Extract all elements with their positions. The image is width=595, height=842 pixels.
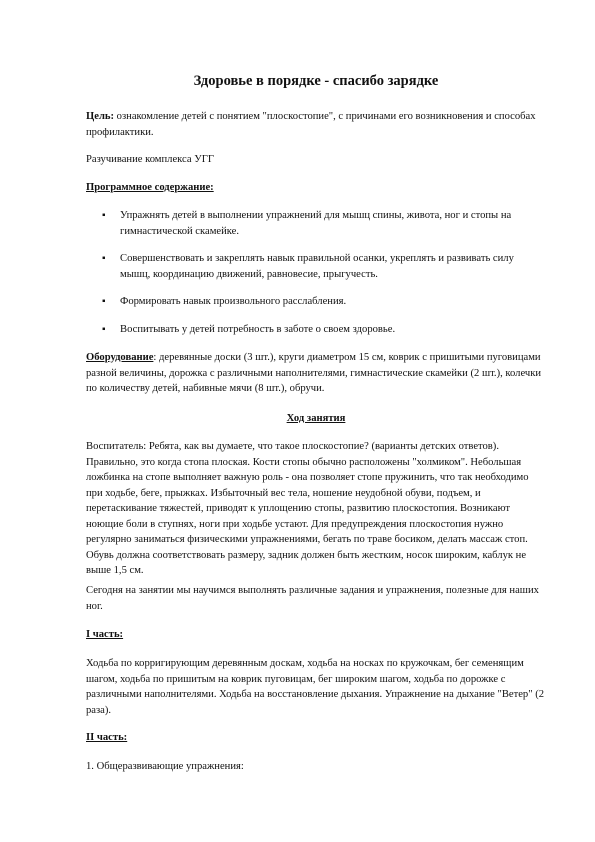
list-item: ▪ Совершенствовать и закреплять навык правильной осанки, укреплять и развивать силу мышц, координацию движений, равновесие, прыгучесть.	[102, 253, 514, 280]
bullet-icon: ▪	[102, 296, 106, 307]
part1-heading: I часть:	[86, 629, 124, 640]
subtitle: Разучивание комплекса УГГ	[86, 154, 214, 165]
bullet-icon: ▪	[102, 323, 106, 335]
goal-paragraph	[86, 109, 546, 140]
list-item: ▪ Воспитывать у детей потребность в заботе о своем здоровье.	[86, 322, 546, 338]
lesson-heading: Ход занятия	[286, 413, 346, 424]
program-heading: Программное содержание:	[86, 182, 214, 193]
bullet-icon: ▪	[102, 210, 106, 221]
lesson-paragraph: Воспитатель: Ребята, как вы думаете, что такое плоскостопие? (варианты детских ответов). Правильно, это когда стопа плоская. Кости стопы обычно расположены "холмиком". Небольшая ложбинка на стопе выполняет важную роль - она позволяет стопе пружинить, что так необходимо при ходьбе, беге, прыжках. Избыточный вес тела, ношение неудобной обуви, подъем, и перетаскивание тяжестей, приводят к уплощению стопы, развитию плоскостопия. Возникают ноющие боли в ступнях, ноги при ходьбе устают. Для предупреждения плоскостопия нужно регулярно заниматься физическими упражнениями, бегать по траве босиком, делать массаж стоп. Обувь должна соответствовать размеру, задник должен быть жестким, носок широким, каблук не выше 1,5 см.	[86, 441, 529, 576]
equipment-label: Оборудование	[86, 352, 154, 363]
today-paragraph: Сегодня на занятии мы научимся выполнять различные задания и упражнения, полезные для наших ног.	[86, 585, 539, 612]
part2-heading: II часть:	[86, 732, 128, 743]
goal-label: Цель:	[86, 111, 115, 122]
list-item: ▪ Упражнять детей в выполнении упражнений для мышц спины, живота, ног и стопы на гимнастической скамейке.	[102, 210, 512, 237]
list-item: ▪ Формировать навык произвольного расслабления.	[86, 294, 546, 310]
bullet-icon: ▪	[102, 253, 106, 264]
part1-paragraph: Ходьба по корригирующим деревянным доскам, ходьба на носках по кружочкам, бег семенящим шагом, ходьба по пришитым на коврик пуговицам, бег широким шагом, ходьба по дорожке с различными наполнителями. Ходьба на восстановление дыхания. Упражнение на дыхание "Ветер" (2 раза).	[86, 658, 545, 716]
program-list	[86, 208, 546, 337]
goal-text: ознакомление детей с понятием "плоскостопие", с причинами его возникновения и способах профилактики.	[86, 111, 536, 138]
equipment-text: : деревянные доски (3 шт.), круги диаметром 15 см, коврик с пришитыми пуговицами разной величины, дорожка с различными наполнителями, гимнастические скамейки (2 шт.), колечки по количеству детей, набивные мячи (8 шт.), обручи.	[86, 352, 542, 394]
document-title: Здоровье в порядке - спасибо зарядке	[193, 73, 439, 89]
equipment-paragraph	[86, 350, 546, 397]
part2-item: 1. Общеразвивающие упражнения:	[86, 761, 244, 772]
